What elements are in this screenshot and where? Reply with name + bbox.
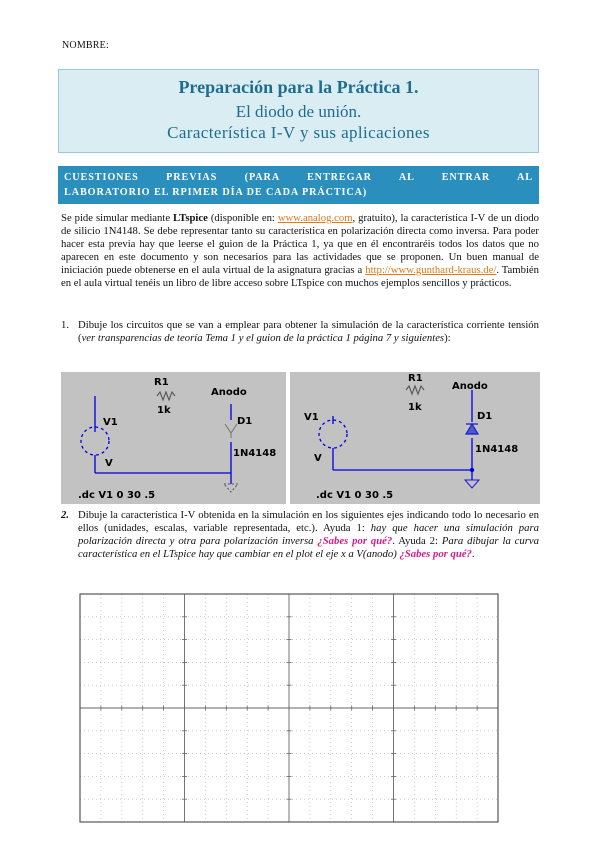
d1-label: D1 bbox=[477, 411, 493, 422]
question-1-number: 1. bbox=[61, 319, 70, 331]
v-node-label: V bbox=[314, 453, 322, 464]
question-1-text: Dibuje los circuitos que se van a emplear para obtener la simulación de la característica corriente tensión ( bbox=[78, 319, 539, 344]
question-1-end: ): bbox=[444, 331, 451, 344]
v1-label: V1 bbox=[103, 417, 118, 428]
ground-symbol bbox=[465, 480, 479, 488]
anode-label: Anodo bbox=[452, 381, 488, 392]
question-2 bbox=[61, 509, 539, 561]
diode-d1-symbol bbox=[466, 424, 478, 434]
ltspice-name: LTspice bbox=[173, 212, 208, 224]
question-2-help-2: Para dibujar la curva característica en el LTspice hay que cambiar en el plot el eje x a V(anodo) bbox=[78, 534, 540, 560]
question-2-end: . bbox=[471, 547, 475, 560]
question-2-text-2: . Ayuda 2: bbox=[392, 534, 442, 547]
r1-label: R1 bbox=[154, 377, 169, 388]
analog-link[interactable]: www.analog.com bbox=[277, 212, 353, 224]
intro-text-1: Se pide simular mediante bbox=[61, 212, 174, 224]
title-subtitle-2: Característica I-V y sus aplicaciones bbox=[167, 123, 430, 142]
title-box bbox=[58, 69, 539, 153]
intro-paragraph bbox=[61, 212, 539, 289]
junction-dot bbox=[470, 468, 474, 472]
diode-d1-symbol bbox=[225, 424, 237, 438]
d1-model: 1N4148 bbox=[233, 448, 277, 459]
intro-text-4: . También en el aula virtual tenéis un libro de libre acceso sobre LTspice con muchos ejemplos sencillos y prácticos. bbox=[61, 263, 539, 289]
r1-label: R1 bbox=[408, 373, 423, 384]
question-2-help-1: hay que hacer una simulación para polarización directa y otra para polarización inversa bbox=[78, 521, 539, 547]
question-2-text-1: Dibuje la característica I-V obtenida en la simulación en los siguientes ejes indicando todo lo necesario en ellos (unidades, escalas, variable representada, etc.). Ayuda 1: bbox=[78, 509, 539, 534]
circuit-reverse-bias bbox=[290, 372, 540, 504]
resistor-r1-symbol bbox=[157, 392, 175, 400]
question-1-reference: ver transparencias de teoría Tema 1 y el guion de la práctica 1 página 7 y siguientes bbox=[81, 331, 445, 344]
r1-value: 1k bbox=[157, 405, 171, 416]
question-2-number: 2. bbox=[61, 509, 70, 521]
v1-label: V1 bbox=[304, 412, 319, 423]
question-2-sabes-1: ¿Sabes por qué? bbox=[317, 534, 393, 547]
intro-text-3: , gratuito), la característica I-V de un diodo de silicio 1N4148. Se debe representar tanto su característica en polarización directa como inversa. Para poder hacer esta previa hay que leerse el guion de la Práctica 1, ya que en él encontraréis todos los datos que no aparecen en este documento y son necesarios para las actividades que se proponen. Un buen manual de iniciación puede obtenerse en el aula virtual de la asignatura gracias a bbox=[61, 212, 539, 276]
question-1 bbox=[61, 319, 539, 345]
title-subtitle-1: El diodo de unión. bbox=[235, 102, 362, 121]
cuestiones-line-1: CUESTIONES PREVIAS (PARA ENTREGAR AL ENTRAR AL bbox=[64, 172, 533, 183]
circuit-forward-bias bbox=[61, 372, 286, 504]
resistor-r1-symbol bbox=[406, 386, 424, 394]
d1-label: D1 bbox=[237, 416, 253, 427]
intro-text-2: (disponible en: bbox=[207, 212, 278, 224]
v-node-label: V bbox=[105, 458, 113, 469]
r1-value: 1k bbox=[408, 402, 422, 413]
anode-label: Anodo bbox=[211, 387, 247, 398]
dc-directive: .dc V1 0 30 .5 bbox=[78, 490, 156, 501]
cuestiones-line-2: LABORATORIO EL RPIMER DÍA DE CADA PRÁCTICA) bbox=[64, 187, 368, 198]
cuestiones-banner bbox=[58, 166, 539, 204]
v1-source-symbol bbox=[319, 420, 347, 448]
d1-model: 1N4148 bbox=[475, 444, 519, 455]
question-2-sabes-2: ¿Sabes por qué? bbox=[399, 547, 472, 560]
gunthard-kraus-link[interactable]: http://www.gunthard-kraus.de/ bbox=[365, 263, 497, 276]
page-title: Preparación para la Práctica 1. bbox=[178, 77, 419, 97]
blank-iv-plot-grid bbox=[78, 592, 500, 824]
nombre-label: NOMBRE: bbox=[62, 40, 109, 51]
dc-directive: .dc V1 0 30 .5 bbox=[316, 490, 394, 501]
ground-symbol bbox=[224, 484, 238, 492]
